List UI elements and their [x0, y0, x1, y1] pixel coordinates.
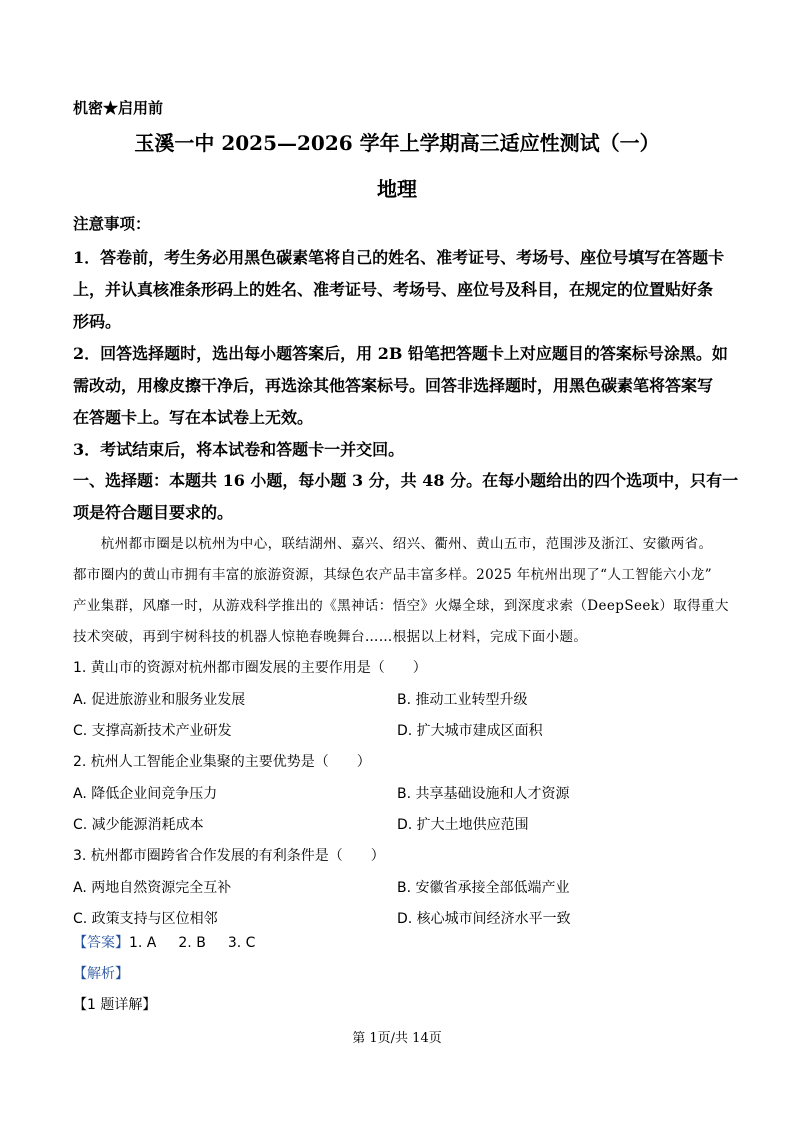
answer-label: 【答案】: [73, 935, 129, 951]
question-option: D. 扩大土地供应范围: [397, 817, 529, 833]
answer-value: 1. A: [129, 935, 157, 951]
notice-line: 3．考试结束后，将本试卷和答题卡一并交回。: [73, 440, 405, 459]
question-option: C. 减少能源消耗成本: [73, 817, 204, 833]
notice-line: 需改动，用橡皮擦干净后，再选涂其他答案标号。回答非选择题时，用黑色碳素笔将答案写: [73, 376, 714, 395]
detail-label: 【1 题详解】: [73, 997, 157, 1013]
notice-line: 在答题卡上。写在本试卷上无效。: [73, 408, 314, 427]
notice-line: 2．回答选择题时，选出每小题答案后，用 2B 铅笔把答题卡上对应题目的答案标号涂黑。如: [73, 344, 728, 363]
notice-heading: 注意事项：: [73, 214, 151, 233]
material-line: 技术突破，再到宇树科技的机器人惊艳春晚舞台……根据以上材料，完成下面小题。: [73, 629, 588, 645]
question-option: D. 扩大城市建成区面积: [397, 723, 543, 739]
notice-line: 上，并认真核准条形码上的姓名、准考证号、考场号、座位号及科目，在规定的位置贴好条: [73, 280, 714, 299]
question-option: B. 共享基础设施和人才资源: [397, 786, 570, 802]
material-line: 产业集群，风靡一时，从游戏科学推出的《黑神话：悟空》火爆全球，到深度求索（DeepSeek）取得重大: [73, 598, 729, 614]
page-title: 玉溪一中 2025—2026 学年上学期高三适应性测试（一）: [134, 131, 660, 155]
secret-label: 机密★启用前: [73, 99, 164, 117]
question-stem: 1. 黄山市的资源对杭州都市圈发展的主要作用是（ ）: [73, 660, 427, 676]
material-line: 杭州都市圈是以杭州为中心，联结湖州、嘉兴、绍兴、衢州、黄山五市，范围涉及浙江、安徽两省。: [73, 536, 713, 552]
question-option: A. 促进旅游业和服务业发展: [73, 692, 246, 708]
analysis-label: 【解析】: [73, 966, 129, 982]
answer-value: 2. B: [178, 935, 206, 951]
question-option: A. 降低企业间竞争压力: [73, 786, 218, 802]
question-option: C. 政策支持与区位相邻: [73, 911, 218, 927]
answer-value: 3. C: [227, 935, 256, 951]
section-heading: 一、选择题：本题共 16 小题，每小题 3 分，共 48 分。在每小题给出的四个选项中，只有一: [73, 471, 739, 490]
question-stem: 2. 杭州人工智能企业集聚的主要优势是（ ）: [73, 754, 371, 770]
material-line: 都市圈内的黄山市拥有丰富的旅游资源，其绿色农产品丰富多样。2025 年杭州出现了“人工智能六小龙”: [73, 567, 713, 583]
question-option: D. 核心城市间经济水平一致: [397, 911, 571, 927]
notice-line: 形码。: [73, 312, 122, 331]
section-heading: 项是符合题目要求的。: [73, 503, 234, 522]
question-stem: 3. 杭州都市圈跨省合作发展的有利条件是（ ）: [73, 848, 385, 864]
question-option: B. 安徽省承接全部低端产业: [397, 880, 570, 896]
notice-line: 1．答卷前，考生务必用黑色碳素笔将自己的姓名、准考证号、考场号、座位号填写在答题卡: [73, 248, 725, 267]
subject-title: 地理: [377, 177, 417, 201]
question-option: A. 两地自然资源完全互补: [73, 880, 232, 896]
question-option: B. 推动工业转型升级: [397, 692, 528, 708]
answer-line: [73, 932, 277, 952]
question-option: C. 支撑高新技术产业研发: [73, 723, 232, 739]
page-footer: 第 1页/共 14页: [352, 1031, 442, 1046]
